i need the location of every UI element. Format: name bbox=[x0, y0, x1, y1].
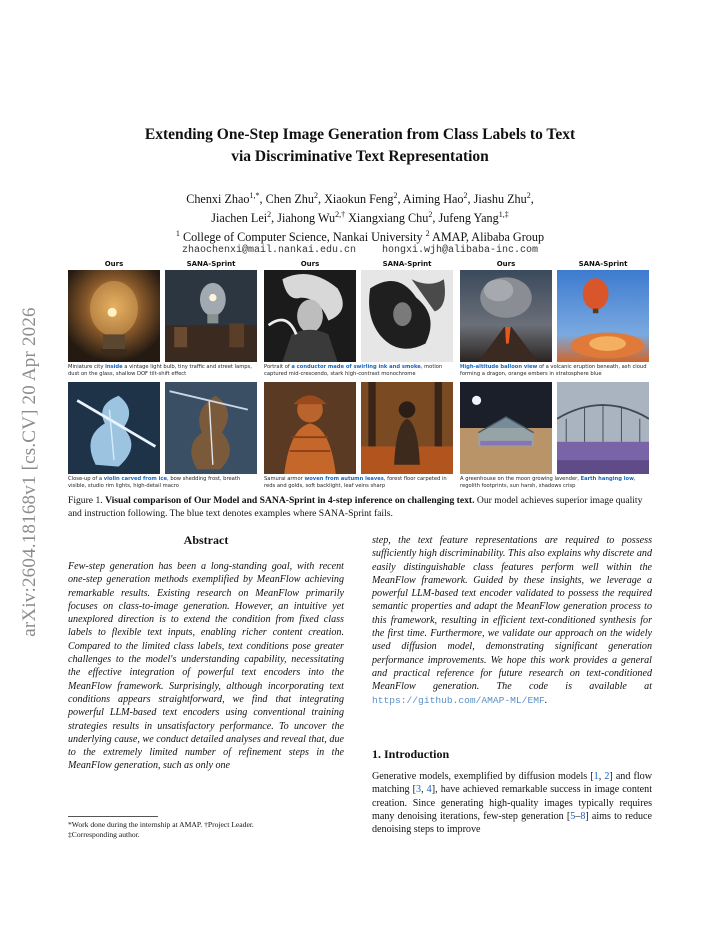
citation-link[interactable]: 2 bbox=[604, 771, 610, 782]
abstract-right-text: step, the text feature representations are required to possess sufficiently high discriminability. This also explains why discrete and easily distinguishable class features perform well within the MeanFlow framework. Guided by these insights, we leverage a powerful LLM-based text encoder validated to possess the required semantic properties and adapt the MeanFlow generation process to this framework, resulting in efficient text-conditioned synthesis for the first time. Furthermore, we validate our approach on the widely used diffusion model, demonstrating significant generation performance improvements. We hope this work provides a general and practical reference for future research on text-conditioned MeanFlow generation. The code is available at bbox=[372, 535, 652, 693]
email-link[interactable]: hongxi.wjh@alibaba-inc.com bbox=[382, 245, 539, 256]
intro-text: , bbox=[598, 771, 605, 782]
prompt-text: Portrait of bbox=[264, 364, 292, 370]
affiliations bbox=[80, 226, 640, 245]
author-name: Chen Zhu bbox=[265, 192, 314, 207]
author-sup: 1,* bbox=[249, 191, 260, 200]
email-link[interactable]: zhaochenxi@mail.nankai.edu.cn bbox=[181, 245, 356, 256]
image-volcano-balloon-ours bbox=[460, 270, 552, 362]
prompt-highlight: Earth hanging low bbox=[580, 476, 634, 482]
abstract-left-column: Few-step generation has been a long-standing goal, with recent one-step generation methods exemplified by MeanFlow achieving remarkable results. Existing research on MeanFlow primarily focuses on class-to-image generation. However, an intuitive yet unexplored direction is to extend the condition from fixed class labels to flexible text inputs, enabling richer content creation. Compared to the limited class labels, text conditions pose greater challenges to the model's understanding capability, necessitating the effective integration of powerful text encoders into the MeanFlow framework. Surprisingly, although incorporating text conditions appears straightforward, we find that integrating powerful LLM-based text encoders using conventional training strategies results in unsatisfactory performance. To uncover the underlying cause, we conduct detailed analyses and reveal that, due to the extremely limited number of refinement steps in the MeanFlow generation, such as only one bbox=[68, 561, 344, 772]
introduction-text bbox=[372, 770, 652, 836]
author-sup: 2 bbox=[267, 210, 272, 220]
prompt-text: Miniature city bbox=[68, 364, 106, 370]
figure-column-label: Ours bbox=[300, 260, 320, 268]
author-sup: 2 bbox=[393, 191, 398, 200]
affiliation-2: AMAP, Alibaba Group bbox=[432, 230, 545, 245]
prompt-highlight: violin carved from ice bbox=[103, 476, 168, 482]
prompt-highlight: woven from autumn leaves bbox=[304, 476, 384, 482]
author-name: Xiangxiang Chu bbox=[348, 211, 429, 226]
introduction-heading: 1. Introduction bbox=[372, 747, 450, 761]
figure-caption-prompt bbox=[264, 476, 452, 490]
citation-link[interactable]: 3 bbox=[416, 784, 422, 796]
prompt-text: , motion captured mid-crescendo, stark high-contrast monochrome bbox=[264, 364, 443, 377]
citation-link[interactable]: 1 bbox=[593, 771, 599, 782]
figure-caption-prompt bbox=[264, 364, 452, 378]
figure-column-label: Ours bbox=[496, 260, 516, 268]
intro-text: ], have achieved remarkable success in image content creation. Since generating high-quality images typically requires many denoising iterations, few-step generation [ bbox=[372, 784, 652, 822]
image-ink-conductor-ours bbox=[264, 270, 356, 362]
author-name: Jiashu Zhu bbox=[473, 192, 527, 207]
paper-title bbox=[80, 124, 640, 168]
figure-column-label: Ours bbox=[104, 260, 124, 268]
image-ice-violin-ours bbox=[68, 382, 160, 474]
prompt-highlight: inside bbox=[105, 364, 123, 370]
citation-link[interactable]: 4 bbox=[426, 784, 432, 796]
author-sup: 2 bbox=[313, 191, 318, 200]
title-line-2: via Discriminative Text Representation bbox=[231, 148, 489, 165]
prompt-text: , regolith footprints, sun harsh, shadows crisp bbox=[460, 476, 636, 489]
figure-label: Figure 1. bbox=[68, 495, 103, 506]
author-name: Chenxi Zhao bbox=[186, 192, 250, 207]
footnote-rule bbox=[68, 816, 158, 817]
prompt-text: , bow shedding frost, breath visible, studio rim lights, high-detail macro bbox=[68, 476, 241, 489]
title-line-1: Extending One-Step Image Generation from Class Labels to Text bbox=[144, 126, 576, 143]
prompt-text: , forest floor carpeted in reds and golds, soft backlight, leaf veins sharp bbox=[264, 476, 447, 489]
prompt-text: Close-up of a bbox=[68, 476, 104, 482]
arxiv-stamp-text: arXiv:2604.18168v1 [cs.CV] 20 Apr 2026 bbox=[19, 307, 40, 637]
figure-caption-bold: Visual comparison of Our Model and SANA-Sprint in 4-step inference on challenging text. bbox=[105, 495, 475, 506]
citation-link[interactable]: 8 bbox=[580, 810, 586, 822]
intro-text: Generative models, exemplified by diffusion models [ bbox=[372, 771, 594, 782]
author-emails bbox=[80, 245, 640, 256]
author-sup: 2,† bbox=[335, 210, 346, 220]
figure-column-label: SANA-Sprint bbox=[578, 260, 628, 268]
image-ink-conductor-sana bbox=[361, 270, 453, 362]
code-link[interactable]: https://github.com/AMAP-ML/EMF bbox=[372, 694, 545, 706]
image-volcano-balloon-sana bbox=[557, 270, 649, 362]
prompt-text: a vintage light bulb, tiny traffic and street lamps, dust on the glass, shallow DOF tilt-shift effect bbox=[68, 364, 252, 377]
image-moon-greenhouse-sana bbox=[557, 382, 649, 474]
author-sup: 2 bbox=[428, 210, 433, 220]
author-name: Aiming Hao bbox=[402, 192, 464, 207]
author-name: Jiahong Wu bbox=[277, 211, 336, 226]
figure-column-label: SANA-Sprint bbox=[186, 260, 236, 268]
prompt-text: A greenhouse on the moon growing lavender, bbox=[460, 476, 581, 482]
authors-line-1: Chenxi Zhao$^{1,*}$, Chen Zhu$^2$, Xiaokun Feng$^2$, Aiming Hao$^2$, Jiashu Zhu$^2$, bbox=[186, 191, 534, 207]
affiliation-1: College of Computer Science, Nankai University bbox=[182, 230, 423, 245]
footnote-1: *Work done during the internship at AMAP. †Project Leader. bbox=[68, 820, 254, 829]
figure-caption-prompt bbox=[68, 364, 256, 378]
author-name: Jufeng Yang bbox=[438, 211, 499, 226]
image-ice-violin-sana bbox=[165, 382, 257, 474]
author-block bbox=[80, 188, 640, 245]
citation-link[interactable]: 5 bbox=[570, 810, 576, 822]
authors-line-2: Jiachen Lei$^2$, Jiahong $Wu^{2,\dagger}$ Xiangxiang Chu$^2$, Jufeng Yang$^{1,\ddagger}$ bbox=[211, 210, 509, 226]
intro-text: – bbox=[575, 810, 581, 822]
author-name: Jiachen Lei bbox=[211, 211, 268, 226]
arxiv-stamp bbox=[16, 262, 44, 682]
affiliation-number: 1 bbox=[175, 229, 180, 239]
intro-text: ] aims to reduce denoising steps to improve bbox=[372, 810, 652, 836]
intro-text: , bbox=[421, 784, 427, 796]
figure-column-label: SANA-Sprint bbox=[382, 260, 432, 268]
affiliation-number: 2 bbox=[425, 229, 430, 239]
figure-caption-prompt bbox=[68, 476, 256, 490]
prompt-highlight: a conductor made of swirling ink and smoke bbox=[291, 364, 421, 370]
image-lightbulb-city-ours bbox=[68, 270, 160, 362]
author-name: Xiaokun Feng bbox=[324, 192, 394, 207]
author-sup: 1,‡ bbox=[498, 210, 509, 220]
image-leaf-samurai-ours bbox=[264, 382, 356, 474]
prompt-text: of a volcanic eruption beneath, ash cloud forming a dragon, orange embers in stratosphere blue bbox=[460, 364, 647, 377]
intro-text: ] and flow matching [ bbox=[372, 771, 652, 796]
image-moon-greenhouse-ours bbox=[460, 382, 552, 474]
abstract-end: . bbox=[544, 694, 548, 706]
figure-caption-rest: Our model achieves superior image quality and instruction following. The blue text denotes examples where SANA-Sprint fails. bbox=[68, 495, 643, 519]
figure-caption-prompt bbox=[460, 476, 648, 490]
prompt-text: Samurai armor bbox=[264, 476, 305, 482]
author-sup: 2 bbox=[526, 191, 531, 200]
abstract-heading: Abstract bbox=[183, 533, 229, 547]
footnotes bbox=[68, 820, 348, 840]
image-leaf-samurai-sana bbox=[361, 382, 453, 474]
figure-caption-prompt bbox=[460, 364, 648, 378]
image-lightbulb-city-sana bbox=[165, 270, 257, 362]
author-sup: 2 bbox=[463, 191, 468, 200]
abstract-right-column bbox=[372, 534, 652, 707]
prompt-highlight: High-altitude balloon view bbox=[460, 364, 538, 370]
figure-caption bbox=[68, 494, 652, 520]
footnote-2: ‡Corresponding author. bbox=[68, 830, 140, 839]
